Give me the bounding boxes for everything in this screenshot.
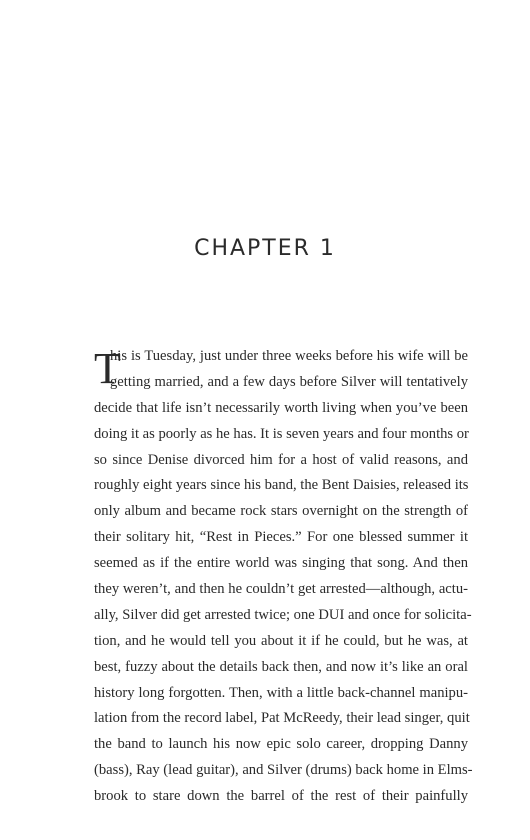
text-line: tion, and he would tell you about it if he could, but he was, at	[94, 632, 468, 649]
text-line: (bass), Ray (lead guitar), and Silver (drums) back home in Elms-	[94, 762, 473, 779]
text-line: getting married, and a few days before Silver will tentatively	[110, 373, 468, 390]
text-line: history long forgotten. Then, with a little back-channel manipu-	[94, 684, 468, 701]
text-line: their solitary hit, “Rest in Pieces.” For one blessed summer it	[94, 529, 468, 546]
text-line: brook to stare down the barrel of the rest of their painfully	[94, 788, 468, 805]
text-line: they weren’t, and then he couldn’t get arrested—although, actu-	[94, 581, 468, 598]
drop-cap: T	[94, 344, 121, 393]
chapter-heading: CHAPTER 1	[194, 236, 336, 261]
text-line: lation from the record label, Pat McReedy, their lead singer, quit	[94, 710, 470, 727]
text-line: decide that life isn’t necessarily worth living when you’ve been	[94, 399, 468, 416]
text-line: doing it as poorly as he has. It is seven years and four months or	[94, 425, 469, 442]
text-line: roughly eight years since his band, the Bent Daisies, released its	[94, 477, 469, 494]
text-line: so since Denise divorced him for a host of valid reasons, and	[94, 451, 468, 468]
text-line: ally, Silver did get arrested twice; one DUI and once for solicita-	[94, 606, 472, 623]
text-line: seemed as if the entire world was singing that song. And then	[94, 555, 468, 572]
text-line: best, fuzzy about the details back then, and now it’s like an oral	[94, 658, 468, 675]
text-line: only album and became rock stars overnight on the strength of	[94, 503, 468, 520]
body-text	[94, 344, 473, 810]
text-line: the band to launch his now epic solo career, dropping Danny	[94, 736, 468, 753]
text-line: his is Tuesday, just under three weeks before his wife will be	[110, 348, 468, 364]
